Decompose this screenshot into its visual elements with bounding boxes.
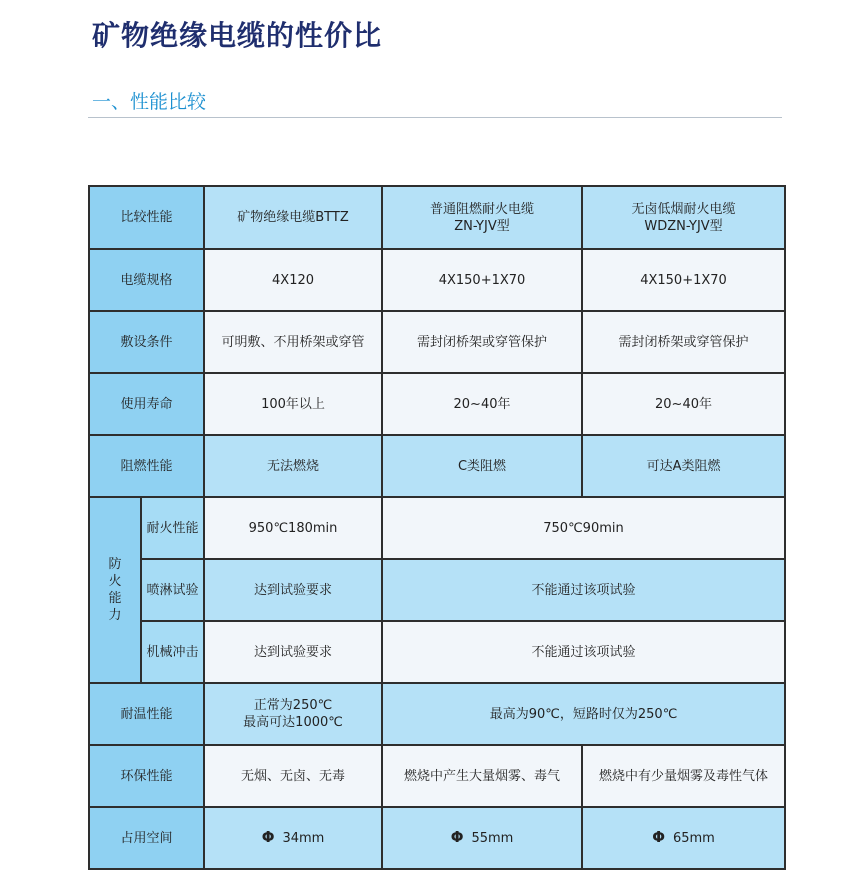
row-label: 电缆规格 (89, 249, 204, 311)
cell-value: 20~40年 (382, 373, 582, 435)
row-label: 敷设条件 (89, 311, 204, 373)
diameter-symbol: Φ (261, 828, 275, 846)
cell-value: 无法燃烧 (204, 435, 382, 497)
table-row-spray (89, 559, 785, 621)
group-char: 防 (108, 557, 122, 572)
temp-line2: 最高可达1000℃ (243, 715, 343, 730)
table-row-space (89, 807, 785, 869)
diameter-value: 34mm (282, 831, 325, 846)
cell-value: 燃烧中产生大量烟雾、毒气 (382, 745, 582, 807)
cell-value: 可明敷、不用桥架或穿管 (204, 311, 382, 373)
cell-value: 750℃90min (382, 497, 785, 559)
cell-value (382, 807, 582, 869)
cell-value: 950℃180min (204, 497, 382, 559)
table-row-spec (89, 249, 785, 311)
cell-value: 4X120 (204, 249, 382, 311)
header-col1: 矿物绝缘电缆BTTZ (204, 186, 382, 249)
cell-value (204, 807, 382, 869)
page-title: 矿物绝缘电缆的性价比 (92, 19, 383, 52)
temp-line1: 正常为250℃ (253, 698, 333, 713)
cell-value: 需封闭桥架或穿管保护 (382, 311, 582, 373)
row-label: 使用寿命 (89, 373, 204, 435)
cell-value: 4X150+1X70 (582, 249, 785, 311)
diameter-value: 55mm (471, 831, 514, 846)
row-label: 耐温性能 (89, 683, 204, 745)
row-label: 环保性能 (89, 745, 204, 807)
cell-value: 无烟、无卤、无毒 (204, 745, 382, 807)
header-col3-line1: 无卤低烟耐火电缆 (631, 201, 736, 217)
cell-value: 4X150+1X70 (382, 249, 582, 311)
heading-divider (88, 117, 782, 118)
header-col3-line2: WDZN-YJV型 (644, 218, 723, 234)
cell-value: 最高为90℃，短路时仅为250℃ (382, 683, 785, 745)
table-row-impact (89, 621, 785, 683)
cell-value (582, 807, 785, 869)
header-col2-line2: ZN-YJV型 (454, 218, 510, 234)
table-row-header (89, 186, 785, 249)
section-heading: 一、性能比较 (92, 91, 207, 113)
header-col3 (582, 186, 785, 249)
row-label: 占用空间 (89, 807, 204, 869)
cell-value: 20~40年 (582, 373, 785, 435)
cell-value: 需封闭桥架或穿管保护 (582, 311, 785, 373)
table-row-fire-resistance (89, 497, 785, 559)
group-char: 能 (108, 591, 122, 606)
cell-value: C类阻燃 (382, 435, 582, 497)
row-label: 机械冲击 (141, 621, 204, 683)
cell-value: 不能通过该项试验 (382, 621, 785, 683)
cell-value (204, 683, 382, 745)
table-row-life (89, 373, 785, 435)
cell-value: 可达A类阻燃 (582, 435, 785, 497)
group-char: 力 (108, 608, 122, 623)
cell-value: 不能通过该项试验 (382, 559, 785, 621)
diameter-symbol: Φ (450, 828, 464, 846)
cell-value: 燃烧中有少量烟雾及毒性气体 (582, 745, 785, 807)
header-label-cell: 比较性能 (89, 186, 204, 249)
comparison-table (88, 185, 786, 870)
row-label: 耐火性能 (141, 497, 204, 559)
table-row-laying (89, 311, 785, 373)
header-col2-line1: 普通阻燃耐火电缆 (430, 201, 535, 217)
table-row-flame (89, 435, 785, 497)
diameter-symbol: Φ (652, 828, 665, 846)
cell-value: 达到试验要求 (204, 621, 382, 683)
fire-group-label (89, 497, 141, 683)
row-label: 喷淋试验 (141, 559, 204, 621)
header-col2 (382, 186, 582, 249)
diameter-value: 65mm (672, 831, 715, 846)
row-label: 阻燃性能 (89, 435, 204, 497)
cell-value: 达到试验要求 (204, 559, 382, 621)
group-char: 火 (108, 574, 122, 589)
table-row-env (89, 745, 785, 807)
cell-value: 100年以上 (204, 373, 382, 435)
table-row-temp (89, 683, 785, 745)
